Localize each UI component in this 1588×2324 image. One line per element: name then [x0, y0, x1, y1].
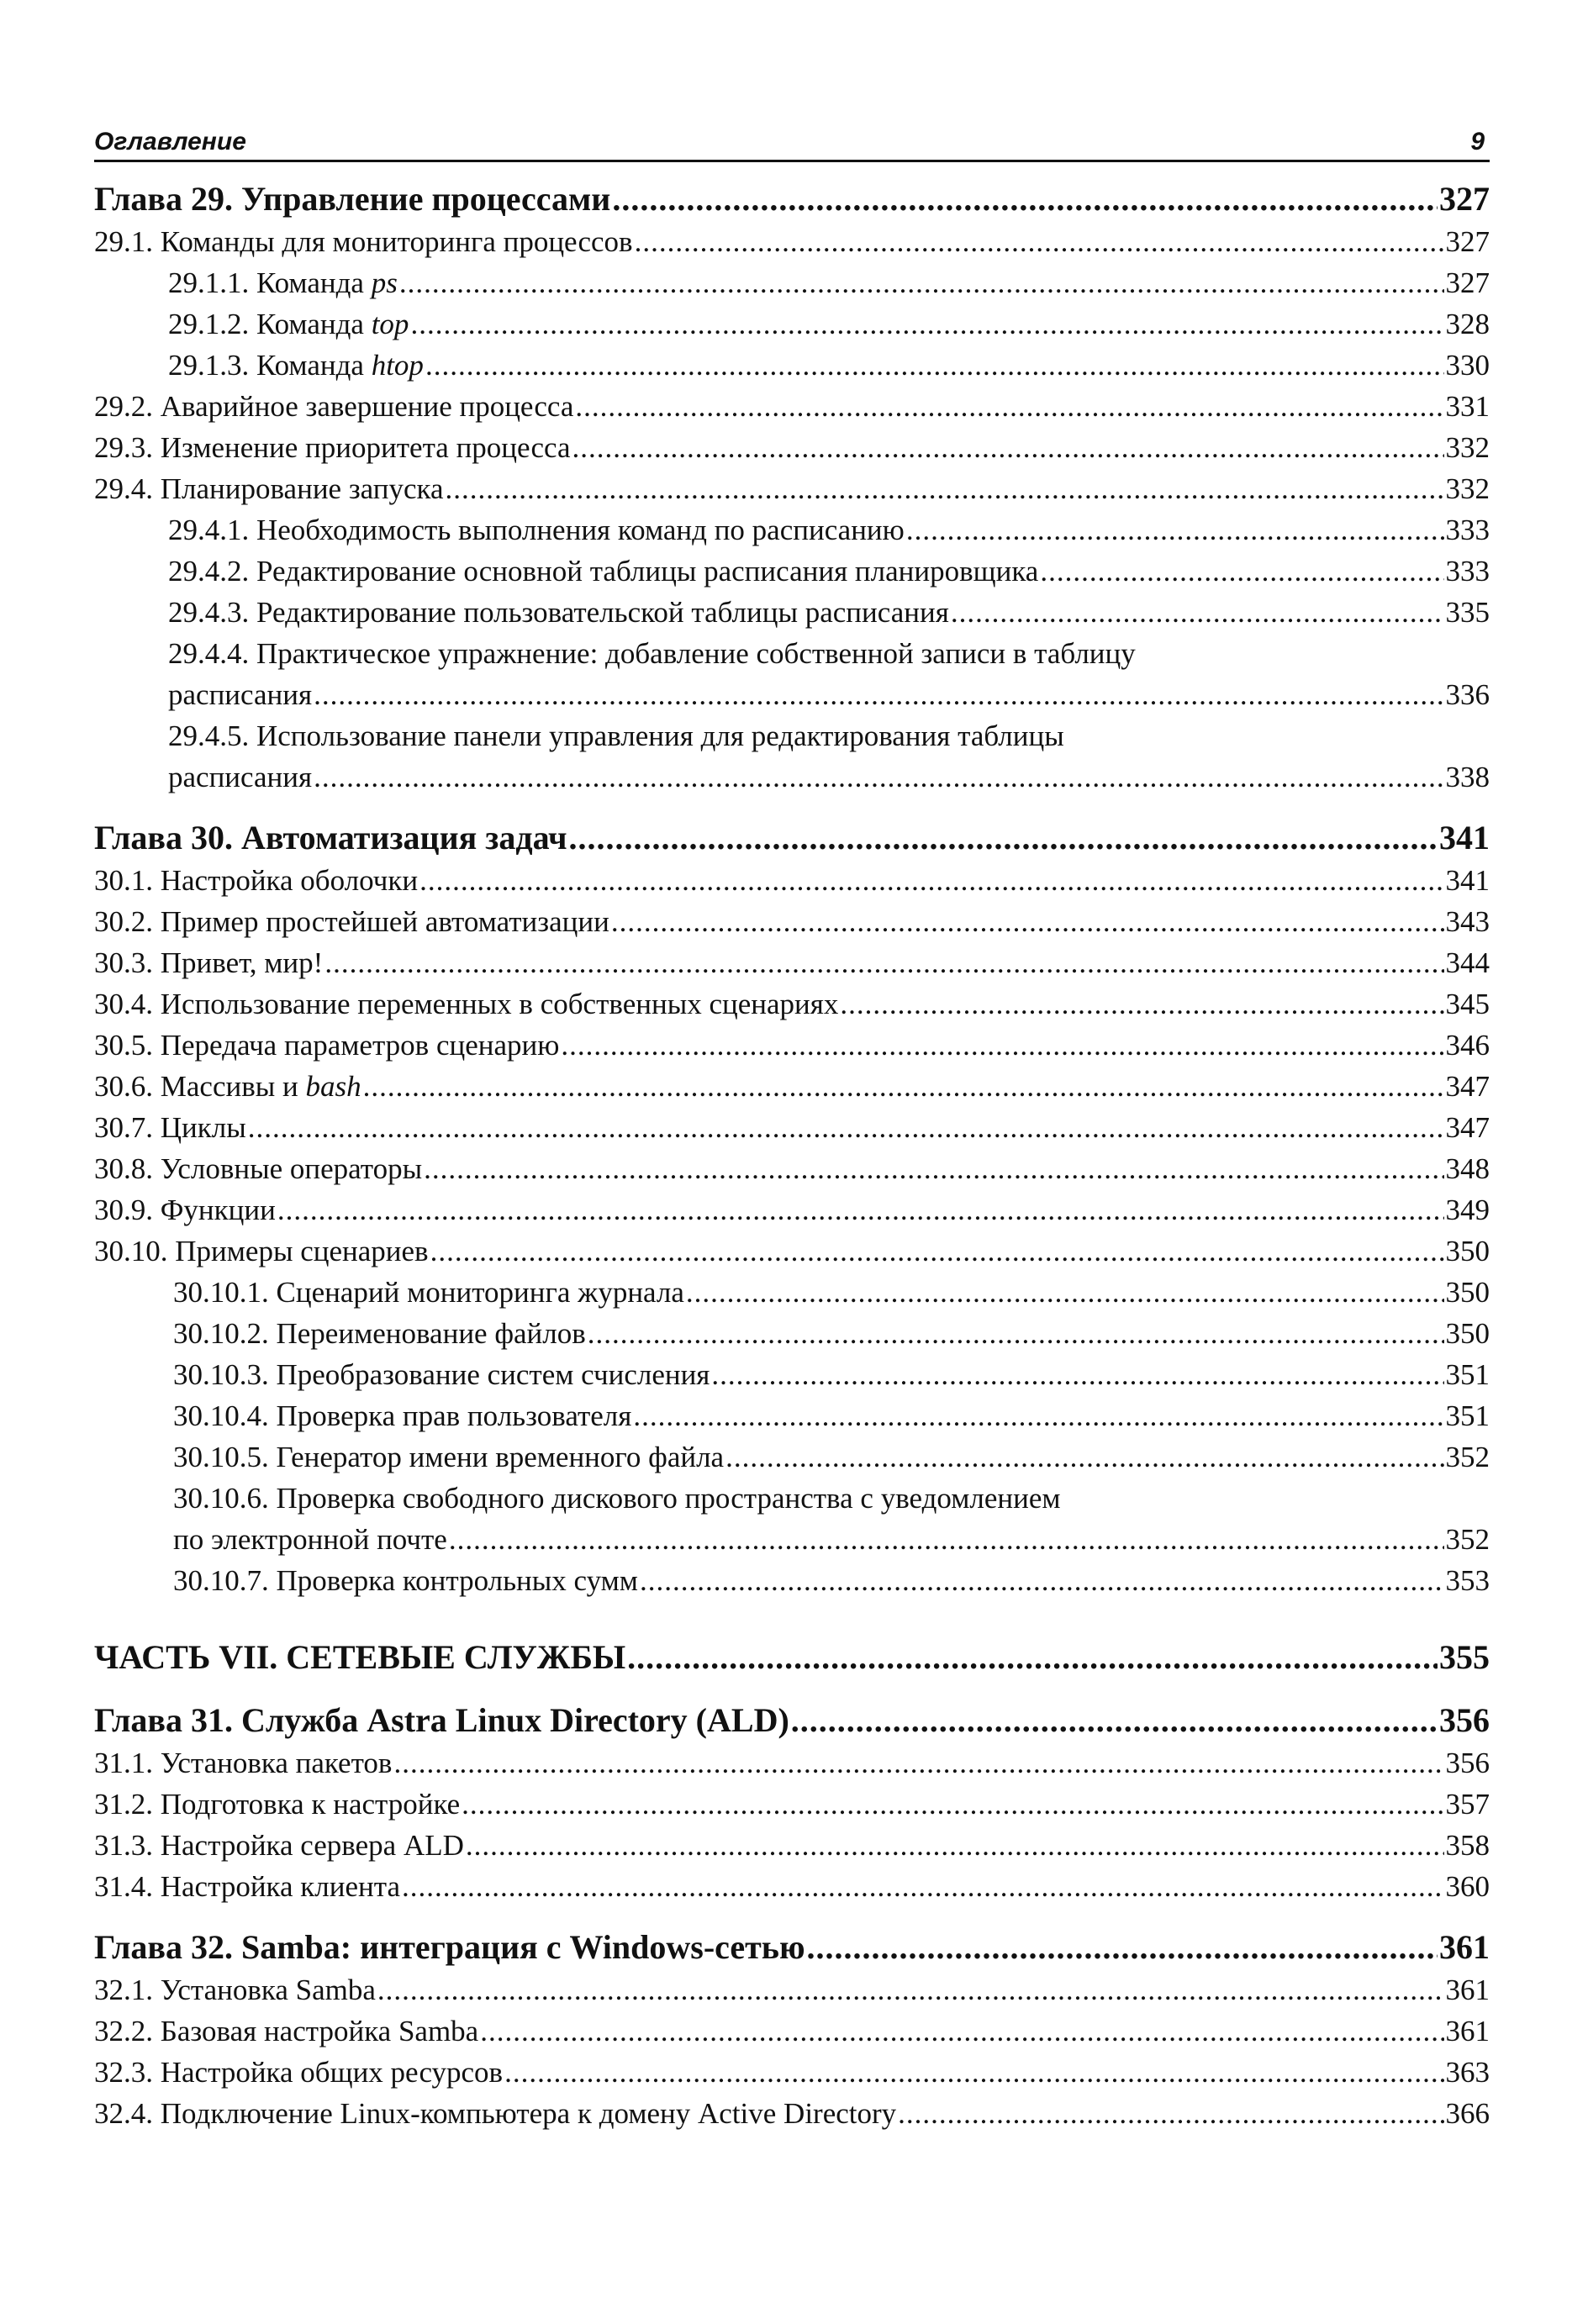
- toc-entry-29-1-3[interactable]: [94, 345, 1490, 386]
- toc-entry-29-4-3[interactable]: [94, 592, 1490, 633]
- toc-entry-29-2[interactable]: [94, 386, 1490, 427]
- dot-leader: [277, 1189, 1444, 1231]
- command-name: htop: [371, 349, 424, 382]
- dot-leader: [725, 1436, 1443, 1478]
- dot-leader: [324, 942, 1443, 983]
- toc-entry-page: 358: [1445, 1829, 1490, 1862]
- toc-entry-31-4[interactable]: [94, 1866, 1490, 1907]
- toc-entry-label: Глава 30. Автоматизация задач: [94, 819, 567, 856]
- toc-entry-label: 29.2. Аварийное завершение процесса: [94, 390, 574, 423]
- toc-entry-label: Глава 29. Управление процессами: [94, 180, 611, 218]
- dot-leader: [314, 674, 1443, 715]
- toc-entry-label: [94, 1066, 361, 1107]
- dot-leader: [569, 816, 1438, 860]
- toc-entry-label: расписания: [168, 761, 313, 793]
- toc-entry-30-10-4[interactable]: [94, 1395, 1490, 1436]
- toc-entry-page: 333: [1445, 514, 1490, 546]
- toc-entry-label: 31.3. Настройка сервера ALD: [94, 1829, 464, 1862]
- toc-entry-label: 30.10.7. Проверка контрольных сумм: [173, 1564, 638, 1597]
- toc-entry-29-3[interactable]: [94, 427, 1490, 468]
- toc-entry-30-10-1[interactable]: [94, 1272, 1490, 1313]
- toc-entry-label: 31.4. Настройка клиента: [94, 1870, 401, 1903]
- dot-leader: [410, 303, 1443, 345]
- toc-entry-label: расписания: [168, 678, 313, 711]
- toc-entry-label: Глава 32. Samba: интеграция с Windows-сетью: [94, 1928, 805, 1966]
- dot-leader: [612, 177, 1438, 221]
- dot-leader: [906, 509, 1444, 551]
- toc-entry-30-10[interactable]: [94, 1231, 1490, 1272]
- dot-leader: [791, 1699, 1438, 1742]
- toc-entry-label: [168, 262, 398, 303]
- toc-entry-label: 30.2. Пример простейшей автоматизации: [94, 905, 609, 938]
- toc-entry-label: 30.1. Настройка оболочки: [94, 864, 419, 897]
- toc-entry-30-1[interactable]: [94, 860, 1490, 901]
- dot-leader: [314, 756, 1443, 798]
- toc-entry-page: 352: [1445, 1523, 1490, 1556]
- toc-entry-label: 29.4.1. Необходимость выполнения команд по расписанию: [168, 514, 905, 546]
- toc-entry-29-4-4[interactable]: [94, 674, 1490, 715]
- toc-entry-31-2[interactable]: [94, 1784, 1490, 1825]
- table-of-contents: [94, 177, 1490, 2134]
- toc-entry-page: 353: [1445, 1564, 1490, 1597]
- toc-entry-29-1-2[interactable]: [94, 303, 1490, 345]
- dot-leader: [402, 1866, 1443, 1907]
- toc-entry-page: 348: [1445, 1152, 1490, 1185]
- toc-entry-page: 361: [1439, 1928, 1490, 1966]
- toc-entry-label: 30.10.3. Преобразование систем счисления: [173, 1358, 710, 1391]
- toc-entry-page: 347: [1445, 1111, 1490, 1144]
- toc-entry-page: 346: [1445, 1029, 1490, 1062]
- toc-entry-label: 30.10.1. Сценарий мониторинга журнала: [173, 1276, 684, 1309]
- toc-entry-page: 335: [1445, 596, 1490, 629]
- toc-entry-page: 327: [1445, 266, 1490, 299]
- toc-entry-label: 32.1. Установка Samba: [94, 1974, 376, 2006]
- toc-entry-30-4[interactable]: [94, 983, 1490, 1025]
- toc-entry-page: 349: [1445, 1194, 1490, 1226]
- running-header-title: Оглавление: [94, 128, 246, 155]
- toc-entry-29-4-1[interactable]: [94, 509, 1490, 551]
- toc-entry-text: 29.1.3. Команда: [168, 349, 372, 382]
- dot-leader: [640, 1560, 1444, 1601]
- toc-entry-label: 30.4. Использование переменных в собственных сценариях: [94, 988, 839, 1020]
- toc-chapter-32[interactable]: [94, 1926, 1490, 1969]
- toc-entry-label: 32.4. Подключение Linux-компьютера к домену Active Directory: [94, 2097, 897, 2130]
- toc-entry-30-10-3[interactable]: [94, 1354, 1490, 1395]
- dot-leader: [840, 983, 1443, 1025]
- toc-entry-page: 330: [1445, 349, 1490, 382]
- dot-leader: [399, 262, 1444, 303]
- toc-entry-label: 30.8. Условные операторы: [94, 1152, 423, 1185]
- toc-entry-page: 351: [1445, 1399, 1490, 1432]
- toc-entry-label: 29.3. Изменение приоритета процесса: [94, 431, 571, 464]
- command-name: ps: [371, 266, 398, 299]
- dot-leader: [627, 1635, 1438, 1680]
- toc-entry-30-2[interactable]: [94, 901, 1490, 942]
- toc-entry-30-9[interactable]: [94, 1189, 1490, 1231]
- dot-leader: [363, 1066, 1444, 1107]
- toc-entry-30-6[interactable]: [94, 1066, 1490, 1107]
- toc-entry-page: 366: [1445, 2097, 1490, 2130]
- toc-entry-page: 352: [1445, 1441, 1490, 1473]
- toc-entry-page: 355: [1439, 1638, 1490, 1676]
- toc-entry-29-4[interactable]: [94, 468, 1490, 509]
- toc-entry-page: 333: [1445, 555, 1490, 588]
- toc-entry-page: 350: [1445, 1235, 1490, 1267]
- toc-entry-page: 336: [1445, 678, 1490, 711]
- dot-leader: [480, 2010, 1443, 2052]
- command-name: top: [371, 308, 409, 340]
- toc-entry-page: 360: [1445, 1870, 1490, 1903]
- document-page: [94, 123, 1490, 2134]
- toc-entry-30-10-6[interactable]: [94, 1519, 1490, 1560]
- toc-entry-29-4-5-line1[interactable]: 29.4.5. Использование панели управления для редактирования таблицы: [168, 719, 1064, 752]
- dot-leader: [588, 1313, 1444, 1354]
- toc-entry-page: 327: [1445, 225, 1490, 258]
- dot-leader: [951, 592, 1444, 633]
- toc-entry-label: 30.10.2. Переименование файлов: [173, 1317, 586, 1350]
- toc-entry-page: 332: [1445, 472, 1490, 505]
- toc-entry-30-5[interactable]: [94, 1025, 1490, 1066]
- toc-entry-label: ЧАСТЬ VII. СЕТЕВЫЕ СЛУЖБЫ: [94, 1638, 626, 1676]
- command-name: bash: [305, 1070, 361, 1103]
- toc-chapter-29[interactable]: [94, 177, 1490, 221]
- dot-leader: [633, 1395, 1443, 1436]
- toc-entry-page: 351: [1445, 1358, 1490, 1391]
- dot-leader: [611, 901, 1444, 942]
- page-number: 9: [1470, 128, 1485, 155]
- toc-entry-label: 31.1. Установка пакетов: [94, 1747, 393, 1779]
- toc-entry-label: 29.4.3. Редактирование пользовательской таблицы расписания: [168, 596, 949, 629]
- toc-entry-32-2[interactable]: [94, 2010, 1490, 2052]
- toc-entry-30-10-7[interactable]: [94, 1560, 1490, 1601]
- toc-entry-page: 345: [1445, 988, 1490, 1020]
- toc-entry-30-8[interactable]: [94, 1148, 1490, 1189]
- dot-leader: [572, 427, 1443, 468]
- toc-entry-page: 363: [1445, 2056, 1490, 2089]
- toc-entry-29-1[interactable]: [94, 221, 1490, 262]
- toc-entry-page: 356: [1439, 1701, 1490, 1739]
- dot-leader: [504, 2052, 1443, 2093]
- toc-entry-page: 327: [1439, 180, 1490, 218]
- dot-leader: [561, 1025, 1443, 1066]
- toc-entry-page: 331: [1445, 390, 1490, 423]
- toc-entry-page: 338: [1445, 761, 1490, 793]
- dot-leader: [449, 1519, 1444, 1560]
- dot-leader: [462, 1784, 1443, 1825]
- toc-entry-label: 32.2. Базовая настройка Samba: [94, 2015, 479, 2047]
- toc-entry-label: 32.3. Настройка общих ресурсов: [94, 2056, 504, 2089]
- toc-entry-page: 361: [1445, 2015, 1490, 2047]
- toc-entry-label: [168, 303, 409, 345]
- toc-entry-label: 30.10.4. Проверка прав пользователя: [173, 1399, 632, 1432]
- toc-entry-label: 29.1. Команды для мониторинга процессов: [94, 225, 633, 258]
- toc-chapter-31[interactable]: [94, 1699, 1490, 1742]
- dot-leader: [393, 1742, 1443, 1784]
- toc-entry-page: 332: [1445, 431, 1490, 464]
- toc-entry-page: 344: [1445, 946, 1490, 979]
- toc-entry-page: 357: [1445, 1788, 1490, 1821]
- toc-entry-label: Глава 31. Служба Astra Linux Directory (ALD): [94, 1701, 789, 1739]
- dot-leader: [425, 345, 1444, 386]
- toc-entry-page: 341: [1439, 819, 1490, 856]
- dot-leader: [377, 1969, 1444, 2010]
- toc-entry-29-4-5[interactable]: [94, 756, 1490, 798]
- dot-leader: [446, 468, 1444, 509]
- toc-entry-page: 341: [1445, 864, 1490, 897]
- toc-entry-label: 30.10. Примеры сценариев: [94, 1235, 429, 1267]
- toc-entry-label: 30.5. Передача параметров сценарию: [94, 1029, 560, 1062]
- toc-entry-30-10-6-line1[interactable]: 30.10.6. Проверка свободного дискового пространства с уведомлением: [173, 1482, 1061, 1515]
- toc-entry-text: 29.1.2. Команда: [168, 308, 372, 340]
- toc-entry-text: 30.6. Массивы и: [94, 1070, 306, 1103]
- dot-leader: [635, 221, 1444, 262]
- toc-entry-label: 30.9. Функции: [94, 1194, 276, 1226]
- toc-entry-30-3[interactable]: [94, 942, 1490, 983]
- toc-entry-label: 30.10.5. Генератор имени временного файла: [173, 1441, 725, 1473]
- toc-entry-page: 361: [1445, 1974, 1490, 2006]
- toc-entry-label: 29.4.2. Редактирование основной таблицы расписания планировщика: [168, 555, 1039, 588]
- toc-entry-text: 29.1.1. Команда: [168, 266, 372, 299]
- toc-entry-30-7[interactable]: [94, 1107, 1490, 1148]
- toc-entry-30-10-2[interactable]: [94, 1313, 1490, 1354]
- toc-entry-page: 350: [1445, 1276, 1490, 1309]
- toc-entry-label: 29.4. Планирование запуска: [94, 472, 444, 505]
- toc-entry-32-3[interactable]: [94, 2052, 1490, 2093]
- dot-leader: [248, 1107, 1444, 1148]
- dot-leader: [898, 2093, 1443, 2134]
- dot-leader: [575, 386, 1443, 427]
- toc-entry-page: 356: [1445, 1747, 1490, 1779]
- running-header: [94, 123, 1490, 162]
- toc-entry-page: 343: [1445, 905, 1490, 938]
- toc-entry-32-4[interactable]: [94, 2093, 1490, 2134]
- toc-entry-31-3[interactable]: [94, 1825, 1490, 1866]
- toc-entry-page: 347: [1445, 1070, 1490, 1103]
- dot-leader: [424, 1148, 1443, 1189]
- toc-entry-29-4-2[interactable]: [94, 551, 1490, 592]
- toc-entry-page: 350: [1445, 1317, 1490, 1350]
- toc-entry-31-1[interactable]: [94, 1742, 1490, 1784]
- toc-entry-label: 31.2. Подготовка к настройке: [94, 1788, 461, 1821]
- toc-entry-29-4-4-line1[interactable]: 29.4.4. Практическое упражнение: добавление собственной записи в таблицу: [168, 637, 1136, 670]
- toc-entry-29-1-1[interactable]: [94, 262, 1490, 303]
- dot-leader: [430, 1231, 1444, 1272]
- dot-leader: [1040, 551, 1443, 592]
- toc-part-7[interactable]: [94, 1635, 1490, 1680]
- dot-leader: [807, 1926, 1438, 1969]
- dot-leader: [419, 860, 1443, 901]
- toc-entry-32-1[interactable]: [94, 1969, 1490, 2010]
- dot-leader: [711, 1354, 1443, 1395]
- toc-entry-label: по электронной почте: [173, 1523, 447, 1556]
- toc-entry-label: [168, 345, 424, 386]
- toc-entry-label: 30.3. Привет, мир!: [94, 946, 324, 979]
- toc-chapter-30[interactable]: [94, 816, 1490, 860]
- toc-entry-30-10-5[interactable]: [94, 1436, 1490, 1478]
- dot-leader: [686, 1272, 1444, 1313]
- toc-entry-page: 328: [1445, 308, 1490, 340]
- toc-entry-label: 30.7. Циклы: [94, 1111, 246, 1144]
- dot-leader: [466, 1825, 1444, 1866]
